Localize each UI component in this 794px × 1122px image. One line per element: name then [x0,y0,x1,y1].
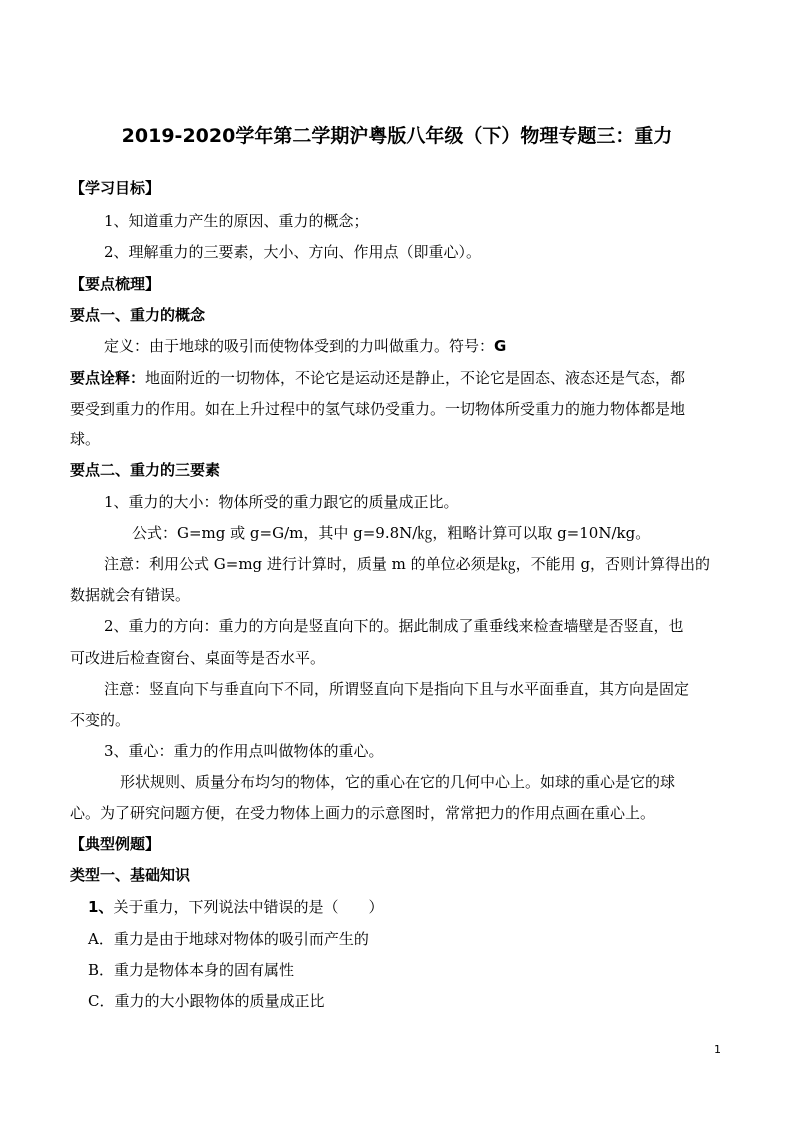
explain-text: 地面附近的一切物体，不论它是运动还是静止，不论它是固态、液态还是气态，都 [145,369,686,387]
page-number: 1 [714,1043,721,1056]
center-of-gravity: 3、重心：重力的作用点叫做物体的重心。 [104,742,384,760]
point1-explain-line-1 [70,367,722,389]
note1-line-2: 数据就会有错误。 [70,586,191,604]
question-1 [88,896,740,918]
direction-line-1: 2、重力的方向：重力的方向是竖直向下的。据此制成了重垂线来检查墙壁是否竖直，也 [104,617,684,635]
objectives-heading: 【学习目标】 [70,179,161,197]
gravity-symbol: G [494,337,507,355]
examples-heading: 【典型例题】 [70,835,161,853]
point1-explain-line-2: 要受到重力的作用。如在上升过程中的氢气球仍受重力。一切物体所受重力的施力物体都是地 [70,400,686,418]
note1-line-1: 注意：利用公式 G=mg 进行计算时，质量 m 的单位必须是㎏，不能用 g，否则计算得出的 [104,555,711,573]
option-a: A．重力是由于地球对物体的吸引而产生的 [88,930,369,948]
center-desc-line-1: 形状规则、质量分布均匀的物体，它的重心在它的几何中心上。如球的重心是它的球 [120,773,676,791]
definition-text: 定义：由于地球的吸引而使物体受到的力叫做重力。符号： [104,337,495,355]
note2-line-2: 不变的。 [70,711,131,729]
center-desc-line-2: 心。为了研究问题方便，在受力物体上画力的示意图时，常常把力的作用点画在重心上。 [70,804,656,822]
explain-label: 要点诠释： [70,369,146,387]
point1-definition [104,335,756,357]
gravity-formula: 公式：G=mg 或 g=G/m，其中 g=9.8N/㎏，粗略计算可以取 g=10N/kg。 [132,524,651,542]
objective-item-1: 1、知道重力产生的原因、重力的概念； [104,212,369,230]
direction-line-2: 可改进后检查窗台、桌面等是否水平。 [70,649,326,667]
note2-line-1: 注意：竖直向下与垂直向下不同，所谓竖直向下是指向下且与水平面垂直，其方向是固定 [104,680,690,698]
point1-heading: 要点一、重力的概念 [70,306,206,324]
objective-item-2: 2、理解重力的三要素，大小、方向、作用点（即重心）。 [104,243,482,261]
point1-explain-line-3: 球。 [70,430,101,448]
type1-heading: 类型一、基础知识 [70,866,191,884]
question-number: 1、 [88,898,114,916]
gravity-size: 1、重力的大小：物体所受的重力跟它的质量成正比。 [104,493,459,511]
point2-heading: 要点二、重力的三要素 [70,461,221,479]
option-c: C．重力的大小跟物体的质量成正比 [88,992,325,1010]
summary-heading: 【要点梳理】 [70,275,161,293]
question-stem: 关于重力，下列说法中错误的是（ ） [113,898,384,916]
option-b: B．重力是物体本身的固有属性 [88,961,295,979]
document-title: 2019-2020学年第二学期沪粤版八年级（下）物理专题三：重力 [121,125,673,147]
